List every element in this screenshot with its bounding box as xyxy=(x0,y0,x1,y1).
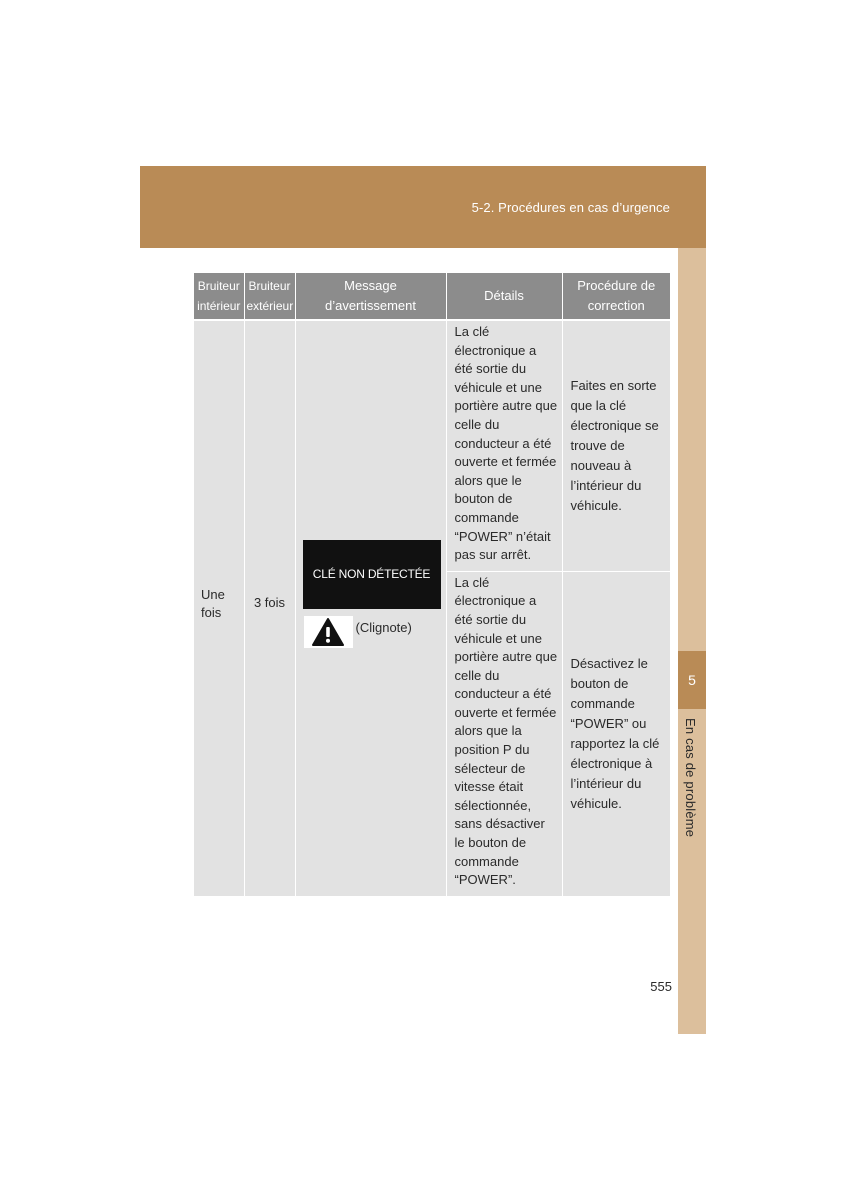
details-cell: La clé électronique a été sortie du véhicule et une portière autre que celle du conducteur a été ouverte et fermée alors que le bouton de commande “POWER” n’était pas sur arrêt. xyxy=(446,320,562,571)
warning-triangle-icon xyxy=(304,616,353,648)
section-header-band xyxy=(140,166,706,248)
chapter-side-tab xyxy=(678,248,706,1034)
header-warning-message: Message d’avertissement xyxy=(295,273,446,320)
header-exterior-buzzer: Bruiteur extérieur xyxy=(244,273,295,320)
exterior-buzzer-cell: 3 fois xyxy=(244,320,295,896)
correction-cell: Faites en sorte que la clé électronique se trouve de nouveau à l’intérieur du véhicule. xyxy=(562,320,670,571)
table-header-row xyxy=(194,273,670,320)
details-cell: La clé électronique a été sortie du véhicule et une portière autre que celle du conducteur a été ouverte et fermée alors que la position P du sélecteur de vitesse était sélectionnée, sans désactiver le bouton de commande “POWER”. xyxy=(446,571,562,896)
table-row xyxy=(194,320,670,571)
page-number: 555 xyxy=(650,979,672,994)
correction-cell: Désactivez le bouton de commande “POWER” ou rapportez la clé électronique à l’intérieur du véhicule. xyxy=(562,571,670,896)
header-interior-buzzer: Bruiteur intérieur xyxy=(194,273,244,320)
chapter-label: En cas de problème xyxy=(683,718,698,838)
header-details: Détails xyxy=(446,273,562,320)
interior-buzzer-cell: Une fois xyxy=(194,320,244,896)
blink-note: (Clignote) xyxy=(355,620,412,635)
header-correction: Procédure de correction xyxy=(562,273,670,320)
display-message: CLÉ NON DÉTECTÉE xyxy=(312,567,431,582)
chapter-number: 5 xyxy=(678,651,706,709)
dashboard-display xyxy=(303,540,441,609)
warning-message-cell xyxy=(295,320,446,896)
warning-table xyxy=(194,273,670,897)
section-title: 5-2. Procédures en cas d’urgence xyxy=(471,200,670,215)
